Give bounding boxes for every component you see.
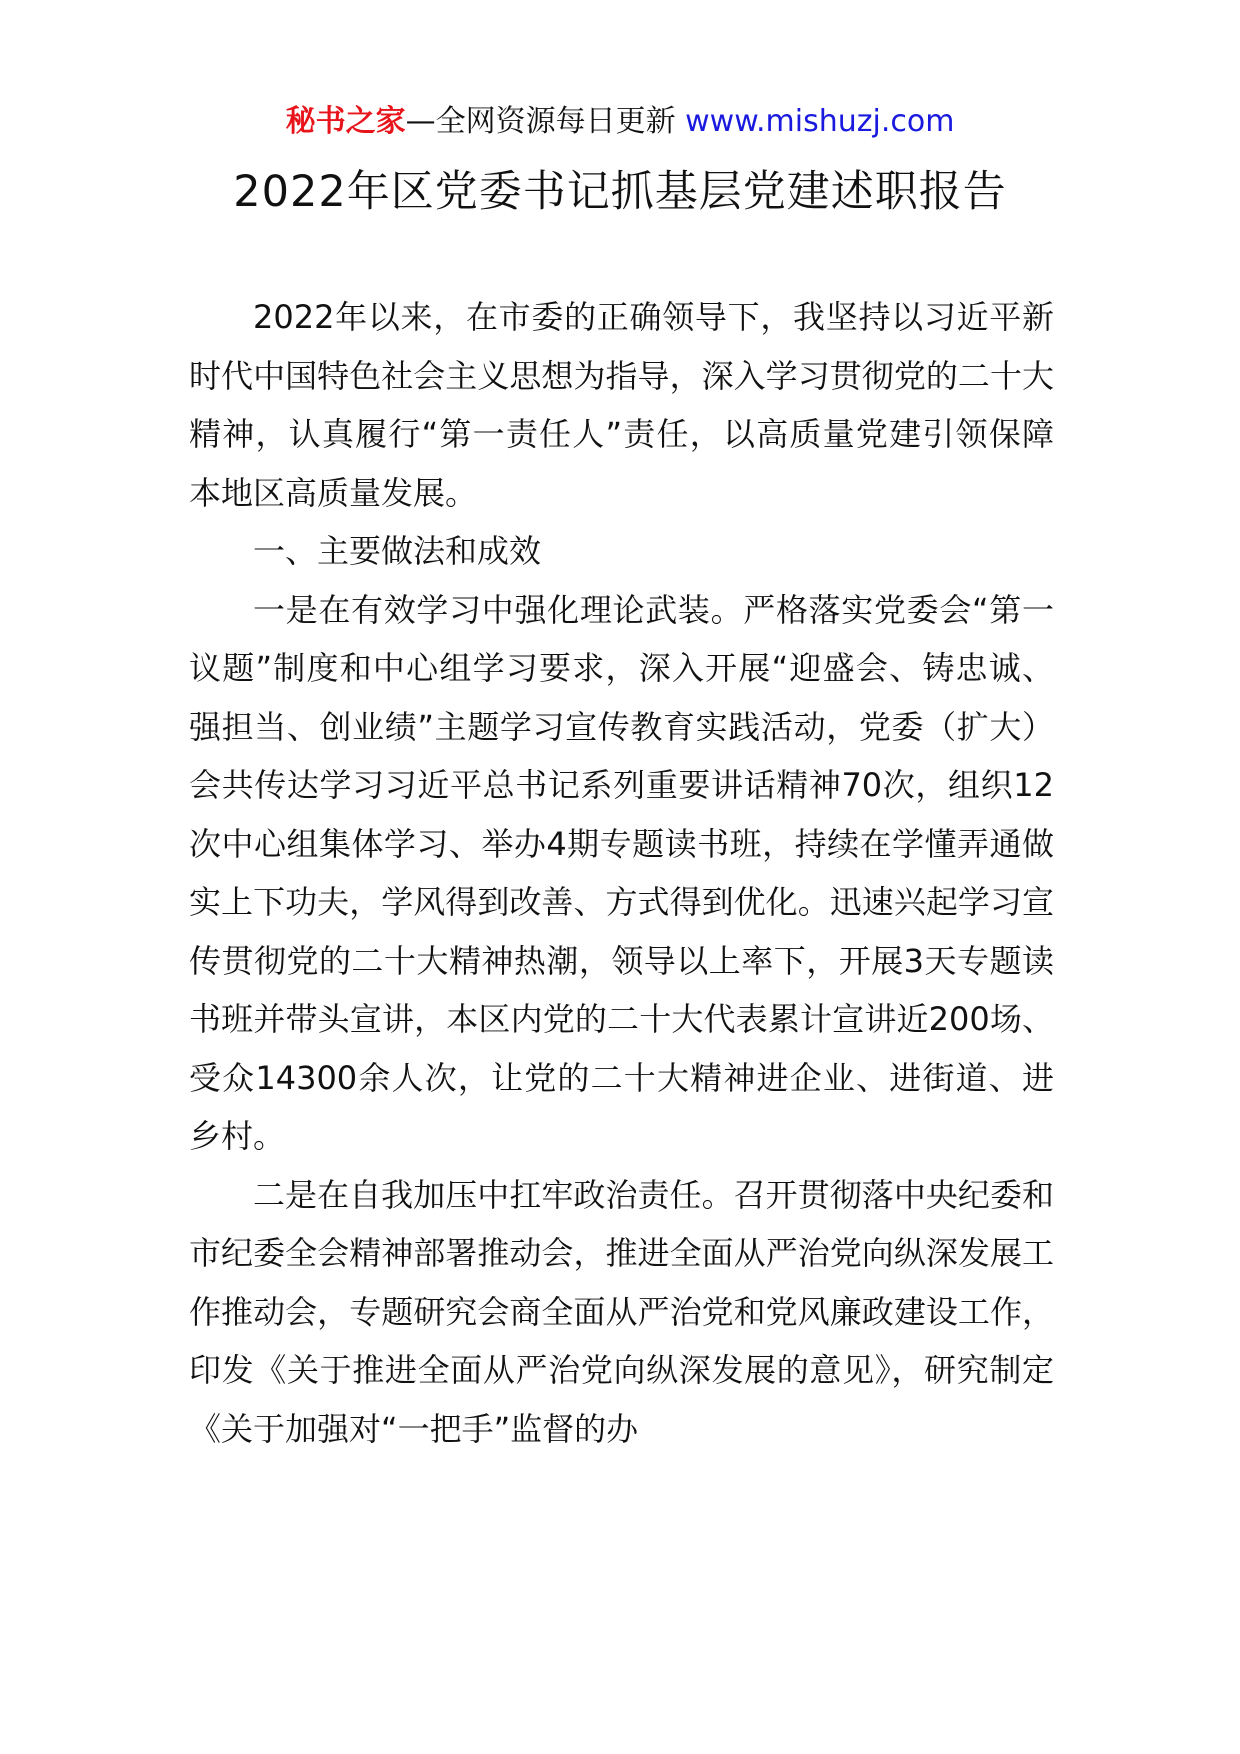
document-body [189, 288, 1054, 1458]
document-title: 2022年区党委书记抓基层党建述职报告 [233, 167, 1007, 217]
intro-paragraph: 2022年以来，在市委的正确领导下，我坚持以习近平新时代中国特色社会主义思想为指导，深入学习贯彻党的二十大精神，认真履行“第一责任人”责任，以高质量党建引领保障本地区高质量发展。 [189, 298, 1054, 512]
paragraph-1: 一是在有效学习中强化理论武装。严格落实党委会“第一议题”制度和中心组学习要求，深入开展“迎盛会、铸忠诚、强担当、创业绩”主题学习宣传教育实践活动，党委（扩大）会共传达学习习近平总书记系列重要讲话精神70次，组织12次中心组集体学习、举办4期专题读书班，持续在学懂弄通做实上下功夫，学风得到改善、方式得到优化。迅速兴起学习宣传贯彻党的二十大精神热潮，领导以上率下，开展3天专题读书班并带头宣讲，本区内党的二十大代表累计宣讲近200场、受众14300余人次，让党的二十大精神进企业、进街道、进乡村。 [189, 590, 1054, 1155]
section-heading: 一、主要做法和成效 [253, 532, 542, 570]
paragraph-2: 二是在自我加压中扛牢政治责任。召开贯彻落中央纪委和市纪委全会精神部署推动会，推进全面从严治党向纵深发展工作推动会，专题研究会商全面从严治党和党风廉政建设工作，印发《关于推进全面从严治党向纵深发展的意见》，研究制定《关于加强对“一把手”监督的办 [189, 1175, 1054, 1448]
brand-name: 秘书之家 [285, 104, 406, 139]
header-tagline: —全网资源每日更新 [405, 104, 686, 139]
watermark-header [0, 100, 1240, 144]
header-url[interactable]: www.mishuzj.com [685, 104, 955, 139]
